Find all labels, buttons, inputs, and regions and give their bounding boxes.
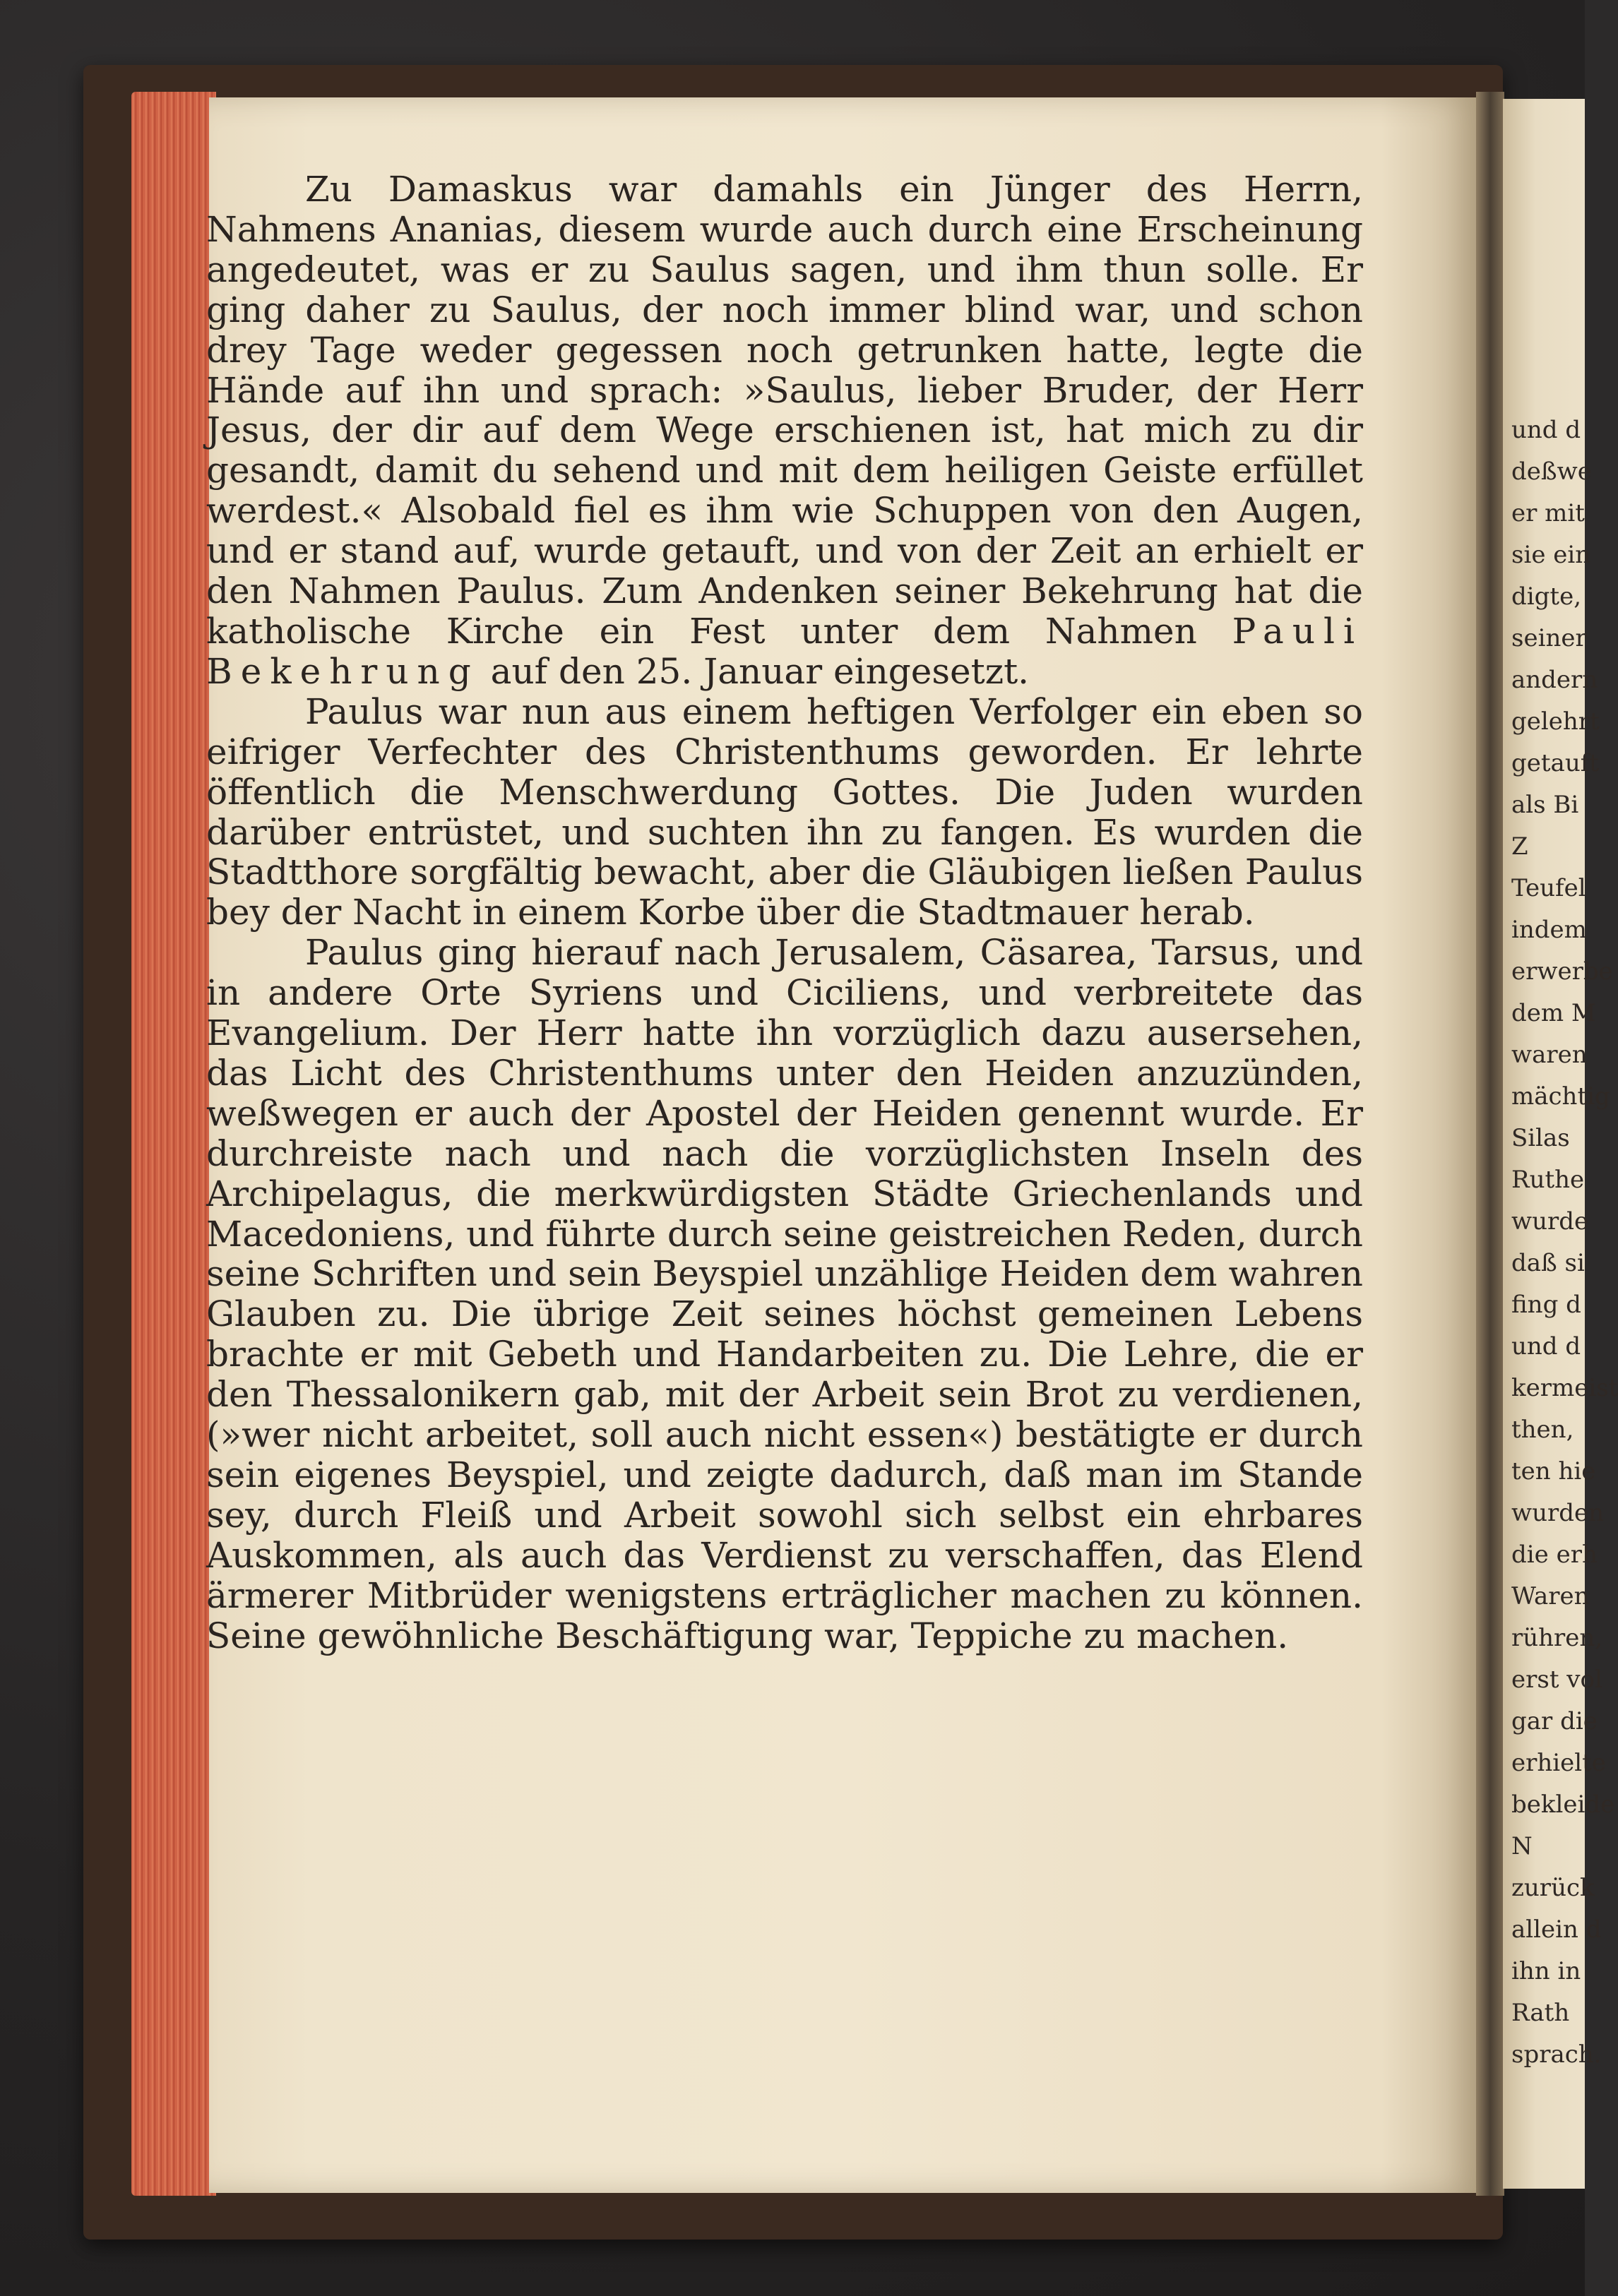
right-page-line: erst vol — [1511, 1666, 1602, 1694]
right-page-line: indem — [1511, 916, 1587, 944]
paragraph-1-tail: auf den 25. Januar eingesetzt. — [479, 650, 1030, 692]
right-page-line: Silas — [1511, 1124, 1570, 1152]
right-page-line: dem M — [1511, 999, 1596, 1027]
right-page-line: ihn in — [1511, 1957, 1581, 1985]
right-page-line: und d — [1511, 1332, 1581, 1361]
right-page — [1503, 99, 1618, 2189]
book-gutter — [1476, 92, 1504, 2196]
right-page-line: Waren — [1511, 1582, 1590, 1610]
paragraph-3: Paulus ging hierauf nach Jerusalem, Cäsarea, Tarsus, und in andere Orte Syriens und Ciciliens, und verbreitete das Evangelium. Der Herr hatte ihn vorzüglich dazu ausersehen, das Licht des Christenthums unter den Heiden anzuzünden, weßwegen er auch der Apostel der Heiden genennt wurde. Er durchreiste nach und nach die vorzüglichsten Inseln des Archipelagus, die merkwürdigsten Städte Griechenlands und Macedoniens, und führte durch seine geistreichen Reden, durch seine Schriften und sein Beyspiel unzählige Heiden dem wahren Glauben zu. Die übrige Zeit seines höchst gemeinen Lebens brachte er mit Gebeth und Handarbeiten zu. Die Lehre, die er den Thessalonikern gab, mit der Arbeit sein Brot zu verdienen, (»wer nicht arbeitet, soll auch nicht essen«) bestätigte er durch sein eigenes Beyspiel, und zeigte dadurch, daß man im Stande sey, durch Fleiß und Arbeit sowohl sich selbst ein ehrbares Auskommen, als auch das Verdienst zu verschaffen, das Elend ärmerer Mitbrüder wenigstens erträglicher machen zu können. Seine gewöhnliche Beschäftigung war, Teppiche zu machen. — [206, 932, 1363, 1656]
right-page-line: Z — [1511, 832, 1528, 861]
right-page-line: fing d — [1511, 1291, 1581, 1319]
right-page-line: ten hie — [1511, 1457, 1596, 1485]
right-page-line: waren — [1511, 1041, 1588, 1069]
right-page-line: N — [1511, 1832, 1533, 1860]
right-page-line: daß si — [1511, 1249, 1585, 1277]
paragraph-2: Paulus war nun aus einem heftigen Verfolger ein eben so eifriger Verfechter des Christenthums geworden. Er lehrte öffentlich die Menschwerdung Gottes. Die Juden wurden darüber entrüstet, und suchten ihn zu fangen. Es wurden die Stadtthore sorgfältig bewacht, aber die Gläubigen ließen Paulus bey der Nacht in einem Korbe über die Stadtmauer herab. — [206, 690, 1363, 933]
right-page-line: kermeist — [1511, 1374, 1618, 1402]
right-page-line: Rath — [1511, 1999, 1570, 2027]
page-edges — [131, 92, 216, 2196]
right-page-text — [1511, 409, 1618, 2076]
right-page-line: mächtig — [1511, 1082, 1610, 1111]
right-page-line: Ruthe — [1511, 1166, 1585, 1194]
right-page-line: deßwe — [1511, 458, 1592, 486]
right-page-line: er mit — [1511, 499, 1585, 527]
right-page-line: rühren, — [1511, 1624, 1603, 1652]
right-page-line: wurden — [1511, 1499, 1605, 1527]
right-page-line: sie ein — [1511, 541, 1591, 569]
spaced-phrase: Pauli Bekehrung — [206, 610, 1363, 692]
right-page-line: bekleide — [1511, 1790, 1615, 1819]
right-page-line: allein d — [1511, 1915, 1602, 1944]
right-page-line: gelehrt — [1511, 707, 1600, 736]
right-page-line: wurde — [1511, 1207, 1589, 1236]
right-page-line: andern — [1511, 666, 1598, 694]
right-page-line: gar die — [1511, 1707, 1598, 1735]
right-page-line: sprach. — [1511, 2040, 1602, 2069]
right-page-line: die erh — [1511, 1541, 1598, 1569]
paragraph-1: Zu Damaskus war damahls ein Jünger des Herrn, Nahmens Ananias, diesem wurde auch durch eine Erscheinung angedeutet, was er zu Saulus sagen, und ihm thun solle. Er ging daher zu Saulus, der noch immer blind war, und schon drey Tage weder gegessen noch getrunken hatte, legte die Hände auf ihn und sprach: »Saulus, lieber Bruder, der Herr Jesus, der dir auf dem Wege erschienen ist, hat mich zu dir gesandt, damit du sehend und mit dem heiligen Geiste erfüllet werdest.« Alsobald fiel es ihm wie Schuppen von den Augen, und er stand auf, wurde getauft, und von der Zeit an erhielt er den Nahmen Paulus. Zum Andenken seiner Bekehrung hat die katholische Kirche ein Fest unter dem Nahmen Pauli Bekehrung auf den 25. Januar eingesetzt. — [206, 169, 1363, 692]
right-page-line: Teufel — [1511, 874, 1586, 902]
right-page-line: then, — [1511, 1416, 1574, 1444]
right-page-line: digte, — [1511, 582, 1581, 611]
right-page-line: erwerbe — [1511, 957, 1613, 986]
right-page-line: seiner — [1511, 624, 1587, 652]
right-page-line: getauft — [1511, 749, 1599, 777]
right-page-line: erhielte — [1511, 1749, 1606, 1777]
page-body — [206, 169, 1363, 2005]
right-page-line: als Bi — [1511, 791, 1579, 819]
right-page-line: zurück — [1511, 1874, 1595, 1902]
right-page-line: und d — [1511, 416, 1581, 444]
